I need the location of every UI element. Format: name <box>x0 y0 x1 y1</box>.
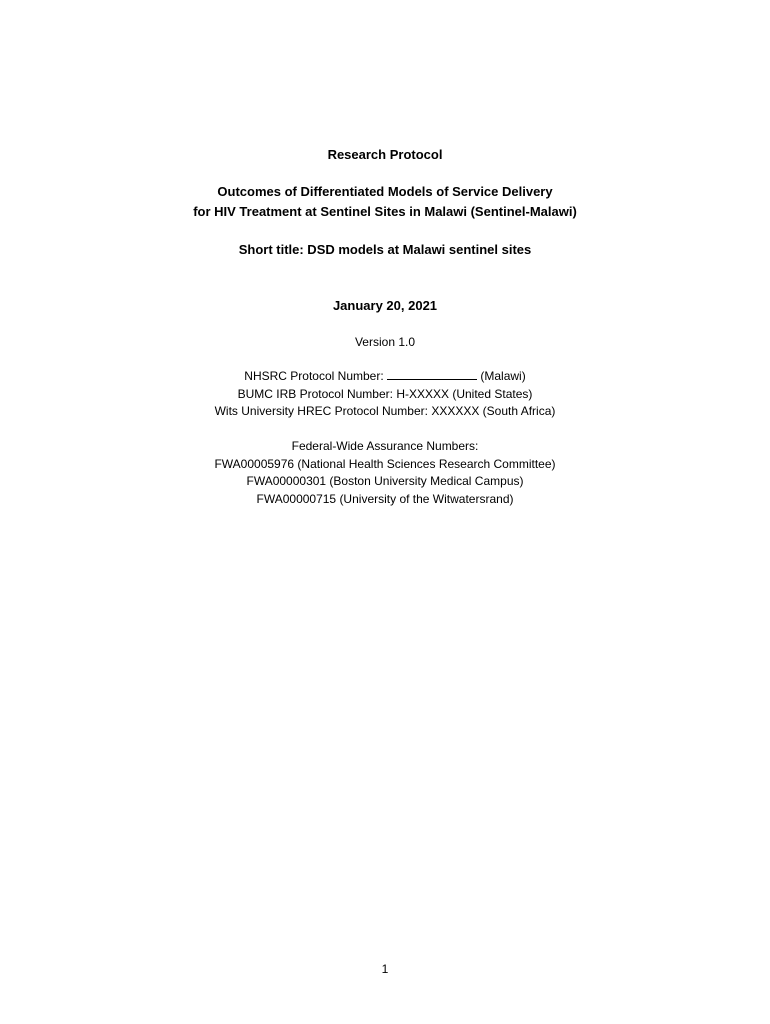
page-number: 1 <box>381 962 389 976</box>
title-line-1: Outcomes of Differentiated Models of Service Delivery <box>217 184 553 199</box>
wits-protocol-number: Wits University HREC Protocol Number: XXXXXX (South Africa) <box>214 404 556 418</box>
nhsrc-prefix: NHSRC Protocol Number: <box>244 369 384 383</box>
assurance-item: FWA00000715 (University of the Witwatersrand) <box>256 492 514 506</box>
document-date: January 20, 2021 <box>332 298 438 313</box>
assurance-item: FWA00000301 (Boston University Medical Campus) <box>246 474 524 488</box>
nhsrc-protocol-number <box>0 367 770 385</box>
short-title: Short title: DSD models at Malawi sentinel sites <box>238 242 532 257</box>
bumc-protocol-number: BUMC IRB Protocol Number: H-XXXXX (United States) <box>237 387 533 401</box>
nhsrc-suffix: (Malawi) <box>480 369 526 383</box>
document-heading: Research Protocol <box>327 147 443 162</box>
document-version: Version 1.0 <box>354 335 416 349</box>
title-line-2: for HIV Treatment at Sentinel Sites in Malawi (Sentinel-Malawi) <box>193 204 577 219</box>
nhsrc-blank-line <box>387 368 477 380</box>
assurance-item: FWA00005976 (National Health Sciences Research Committee) <box>214 457 556 471</box>
assurance-heading: Federal-Wide Assurance Numbers: <box>291 439 479 453</box>
